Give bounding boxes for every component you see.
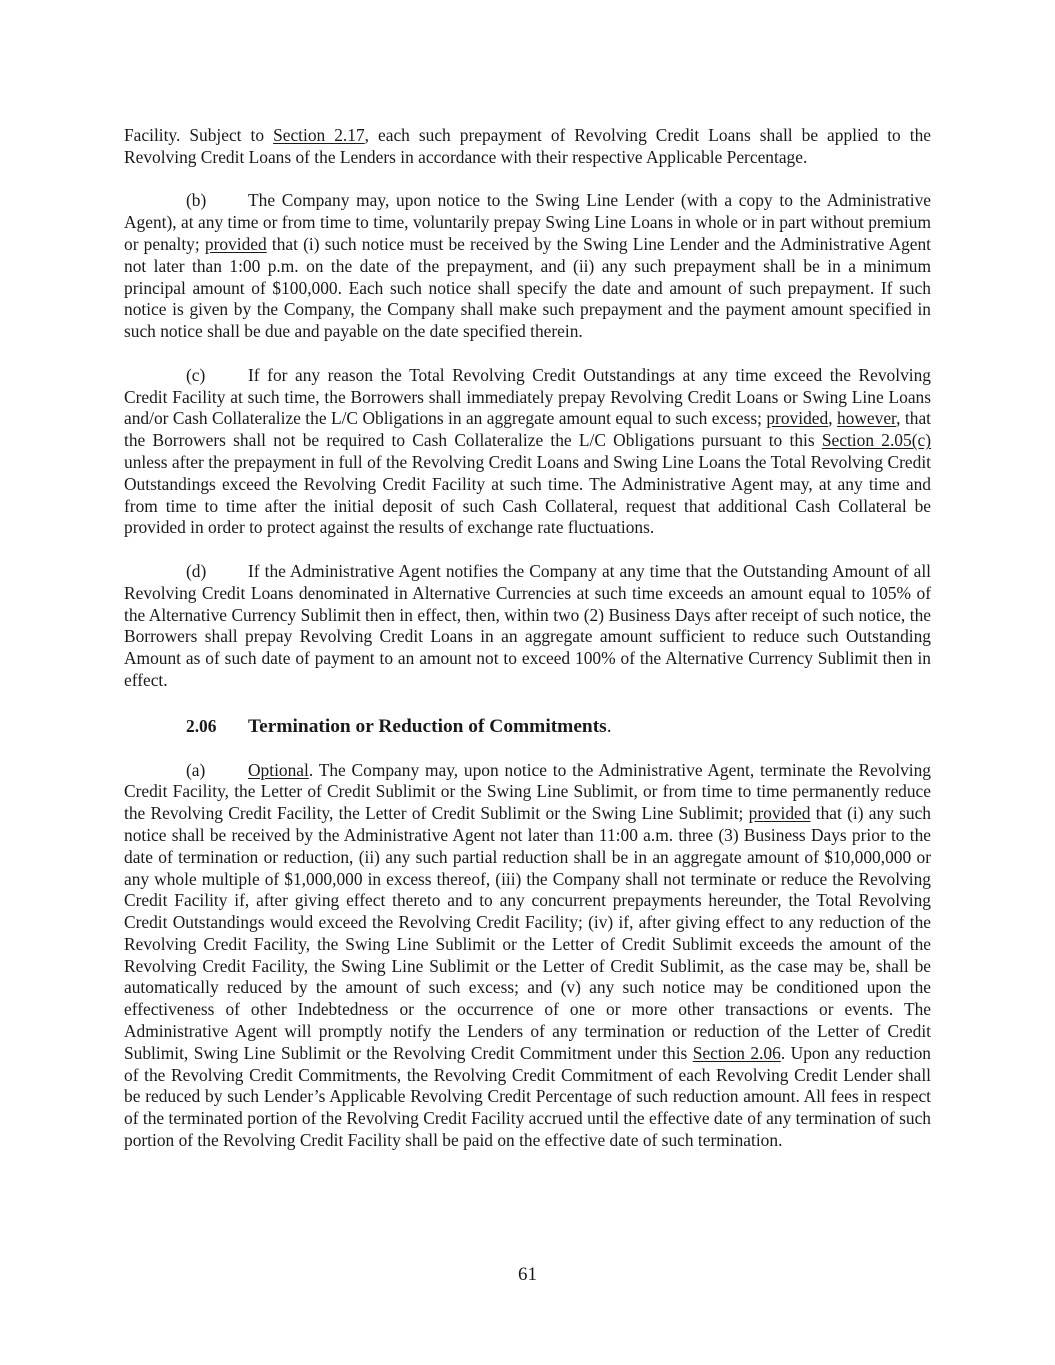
paragraph-label: (b) bbox=[186, 190, 207, 211]
underlined-term: provided bbox=[766, 408, 829, 429]
paragraph-text: If for any reason the Total Revolving Credit Outstandings at any time exceed the Revolving Credit Facility at such time, the Borrowers shall immediately prepay Revolving Credit Loans or Swing Line Loans and/or Cash Collateralize the L/C Obligations in an aggregate amount equal to such excess; bbox=[124, 364, 931, 429]
paragraph-text: . Upon any reduction of the Revolving Credit Commitments, the Revolving Credit Commitment of each Revolving Credit Lender shall be reduced by such Lender’s Applicable Revolving Credit Percentage of such reduction amount. All fees in respect of the terminated portion of the Revolving Credit Facility accrued until the effective date of any termination of such portion of the Revolving Credit Facility shall be paid on the effective date of such termination. bbox=[124, 1042, 931, 1151]
paragraph-text: that (i) any such notice shall be received by the Administrative Agent not later than 11:00 a.m. three (3) Business Days prior to the date of termination or reduction, (ii) any such partial reduction shall be in an aggregate amount of $10,000,000 or any whole multiple of $1,000,000 in excess thereof, (iii) the Company shall not terminate or reduce the Revolving Credit Facility if, after giving effect thereto and to any concurrent prepayments hereunder, the Total Revolving Credit Outstandings would exceed the Revolving Credit Facility; (iv) if, after giving effect to any reduction of the Revolving Credit Facility, the Swing Line Sublimit or the Letter of Credit Sublimit exceeds the amount of the Revolving Credit Facility, the Swing Line Sublimit or the Letter of Credit Sublimit, as the case may be, shall be automatically reduced by the amount of such excess; and (v) any such notice may be conditioned upon the effectiveness of other Indebtedness or the occurrence of one or more other transactions or events. The Administrative Agent will promptly notify the Lenders of any termination or reduction of the Letter of Credit Sublimit, Swing Line Sublimit or the Revolving Credit Commitment under this bbox=[124, 803, 931, 1063]
section-reference: Section 2.17 bbox=[273, 125, 365, 145]
underlined-term: however bbox=[836, 408, 897, 429]
page-number: 61 bbox=[518, 1264, 537, 1285]
paragraph-continuation bbox=[124, 125, 931, 169]
paragraph-text: that (i) such notice must be received by the Swing Line Lender and the Administrative Agent not later than 1:00 p.m. on the date of the prepayment, and (ii) any such prepayment shall be in a minimum principal amount of $100,000. Each such notice shall specify the date and amount of such prepayment. If such notice is given by the Company, the Company shall make such prepayment and the payment amount specified in such notice shall be due and payable on the date specified therein. bbox=[124, 233, 932, 342]
paragraph-label: (c) bbox=[186, 364, 206, 385]
paragraph-text: , bbox=[828, 408, 837, 429]
underlined-term: provided bbox=[748, 803, 811, 824]
document-page bbox=[124, 125, 931, 1174]
paragraph-c bbox=[124, 365, 931, 539]
section-reference: Section 2.06 bbox=[692, 1042, 781, 1063]
paragraph-d bbox=[124, 561, 931, 692]
paragraph-label: (a) bbox=[186, 759, 206, 780]
paragraph-text: If the Administrative Agent notifies the Company at any time that the Outstanding Amount of all Revolving Credit Loans denominated in Alternative Currencies at such time exceeds an amount equal to 105% of the Alternative Currency Sublimit then in effect, then, within two (2) Business Days after receipt of such notice, the Borrowers shall prepay Revolving Credit Loans in an aggregate amount sufficient to reduce such Outstanding Amount as of such date of payment to an amount not to exceed 100% of the Alternative Currency Sublimit then in effect. bbox=[124, 560, 931, 690]
paragraph-text: The Company may, upon notice to the Swing Line Lender (with a copy to the Administrative Agent), at any time or from time to time, voluntarily prepay Swing Line Loans in whole or in part without premium or penalty; bbox=[124, 190, 931, 254]
section-heading bbox=[124, 714, 931, 739]
paragraph-text: , each such prepayment of Revolving Credit Loans shall be applied to the Revolving Credit Loans of the Lenders in accordance with their respective Applicable Percentage. bbox=[124, 125, 932, 167]
paragraph-text: , that the Borrowers shall not be required to Cash Collateralize the L/C Obligations pursuant to this bbox=[124, 408, 932, 451]
paragraph-b bbox=[124, 190, 931, 343]
section-title: Termination or Reduction of Commitments bbox=[248, 715, 607, 737]
underlined-term: provided bbox=[204, 233, 267, 254]
heading-period: . bbox=[606, 715, 612, 737]
section-number: 2.06 bbox=[186, 715, 217, 736]
paragraph-text: Facility. Subject to bbox=[124, 125, 274, 145]
paragraph-text: . The Company may, upon notice to the Administrative Agent, terminate the Revolving Credit Facility, the Letter of Credit Sublimit or the Swing Line Sublimit, or from time to time permanently reduce the Revolving Credit Facility, the Letter of Credit Sublimit or the Swing Line Sublimit; bbox=[124, 759, 931, 824]
underlined-term: Optional bbox=[248, 759, 309, 780]
paragraph-label: (d) bbox=[186, 560, 207, 581]
paragraph-a bbox=[124, 760, 931, 1152]
paragraph-text: unless after the prepayment in full of the Revolving Credit Loans and Swing Line Loans the Total Revolving Credit Outstandings exceed the Revolving Credit Facility at such time. The Administrative Agent may, at any time and from time to time after the initial deposit of such Cash Collateral, request that additional Cash Collateral be provided in order to protect against the results of exchange rate fluctuations. bbox=[124, 451, 931, 538]
section-reference: Section 2.05(c) bbox=[821, 430, 931, 451]
